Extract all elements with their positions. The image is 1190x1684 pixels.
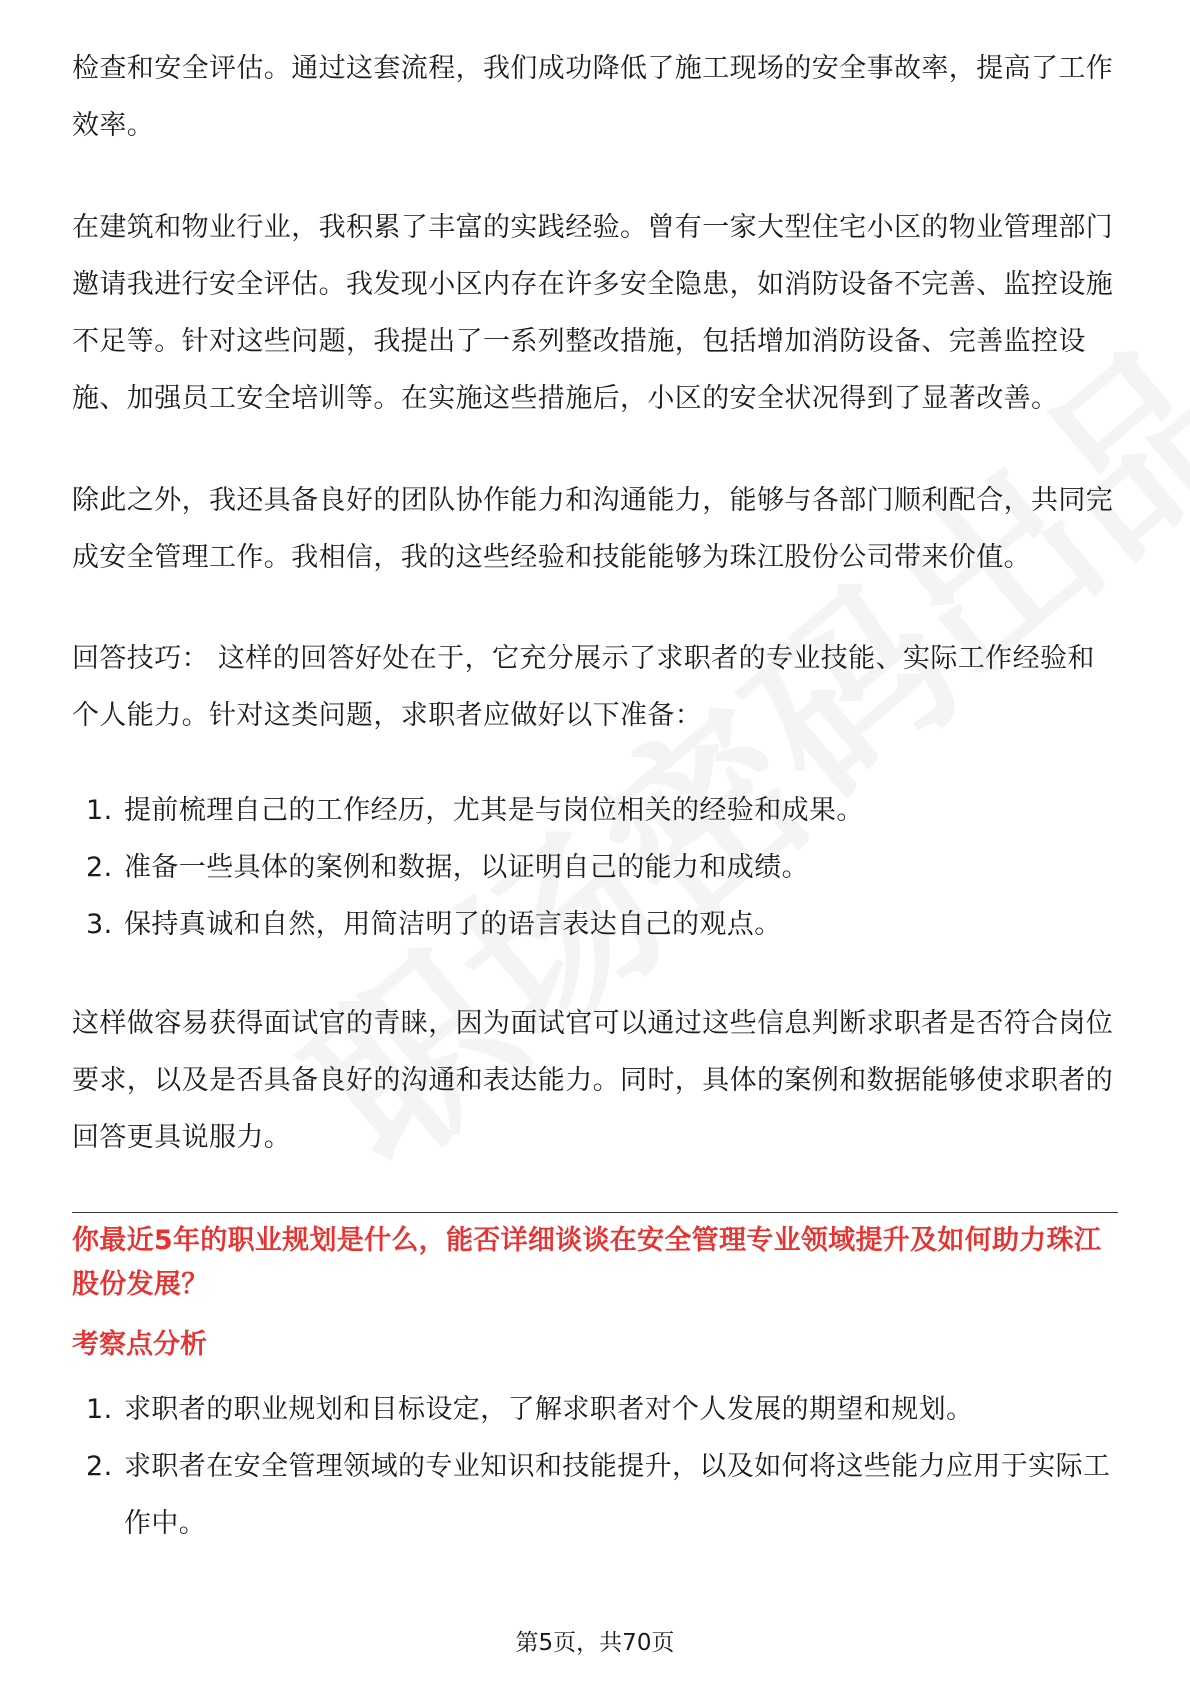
list-item-number: 2. — [86, 1451, 113, 1482]
list-item-number: 1. — [86, 795, 113, 826]
list-item — [72, 1381, 1118, 1438]
list-item-text: 求职者的职业规划和目标设定，了解求职者对个人发展的期望和规划。 — [124, 1394, 974, 1425]
list-item-number: 1. — [86, 1394, 113, 1425]
list-item-text: 提前梳理自己的工作经历，尤其是与岗位相关的经验和成果。 — [124, 795, 864, 826]
section-divider — [72, 1212, 1118, 1213]
question-heading: 你最近5年的职业规划是什么，能否详细谈谈在安全管理专业领域提升及如何助力珠江股份发展？ — [72, 1225, 1102, 1300]
list-item-number: 2. — [86, 852, 113, 883]
paragraph-experience: 在建筑和物业行业，我积累了丰富的实践经验。曾有一家大型住宅小区的物业管理部门邀请我进行安全评估。我发现小区内存在许多安全隐患，如消防设备不完善、监控设施不足等。针对这些问题，我提出了一系列整改措施，包括增加消防设备、完善监控设施、加强员工安全培训等。在实施这些措施后，小区的安全状况得到了显著改善。 — [72, 212, 1114, 414]
list-item-text: 求职者在安全管理领域的专业知识和技能提升，以及如何将这些能力应用于实际工作中。 — [124, 1451, 1111, 1539]
paragraph-answer-tips: 回答技巧： 这样的回答好处在于，它充分展示了求职者的专业技能、实际工作经验和个人能力。针对这类问题，求职者应做好以下准备： — [72, 643, 1095, 731]
list-item — [72, 782, 1118, 839]
list-item — [72, 839, 1118, 896]
paragraph-teamwork: 除此之外，我还具备良好的团队协作能力和沟通能力，能够与各部门顺利配合，共同完成安全管理工作。我相信，我的这些经验和技能能够为珠江股份公司带来价值。 — [72, 485, 1114, 573]
tips-list — [72, 782, 1118, 953]
list-item-text: 保持真诚和自然，用简洁明了的语言表达自己的观点。 — [124, 909, 782, 940]
analysis-list — [72, 1381, 1118, 1552]
analysis-heading: 考察点分析 — [72, 1329, 207, 1360]
list-item — [72, 1438, 1118, 1552]
paragraph-closing: 这样做容易获得面试官的青睐，因为面试官可以通过这些信息判断求职者是否符合岗位要求，以及是否具备良好的沟通和表达能力。同时，具体的案例和数据能够使求职者的回答更具说服力。 — [72, 1008, 1114, 1153]
list-item-text: 准备一些具体的案例和数据，以证明自己的能力和成绩。 — [124, 852, 809, 883]
paragraph-intro-continued: 检查和安全评估。通过这套流程，我们成功降低了施工现场的安全事故率，提高了工作效率。 — [72, 53, 1114, 141]
list-item — [72, 896, 1118, 953]
page-content — [72, 40, 1118, 1594]
list-item-number: 3. — [86, 909, 113, 940]
page-number-footer: 第5页，共70页 — [515, 1630, 675, 1656]
